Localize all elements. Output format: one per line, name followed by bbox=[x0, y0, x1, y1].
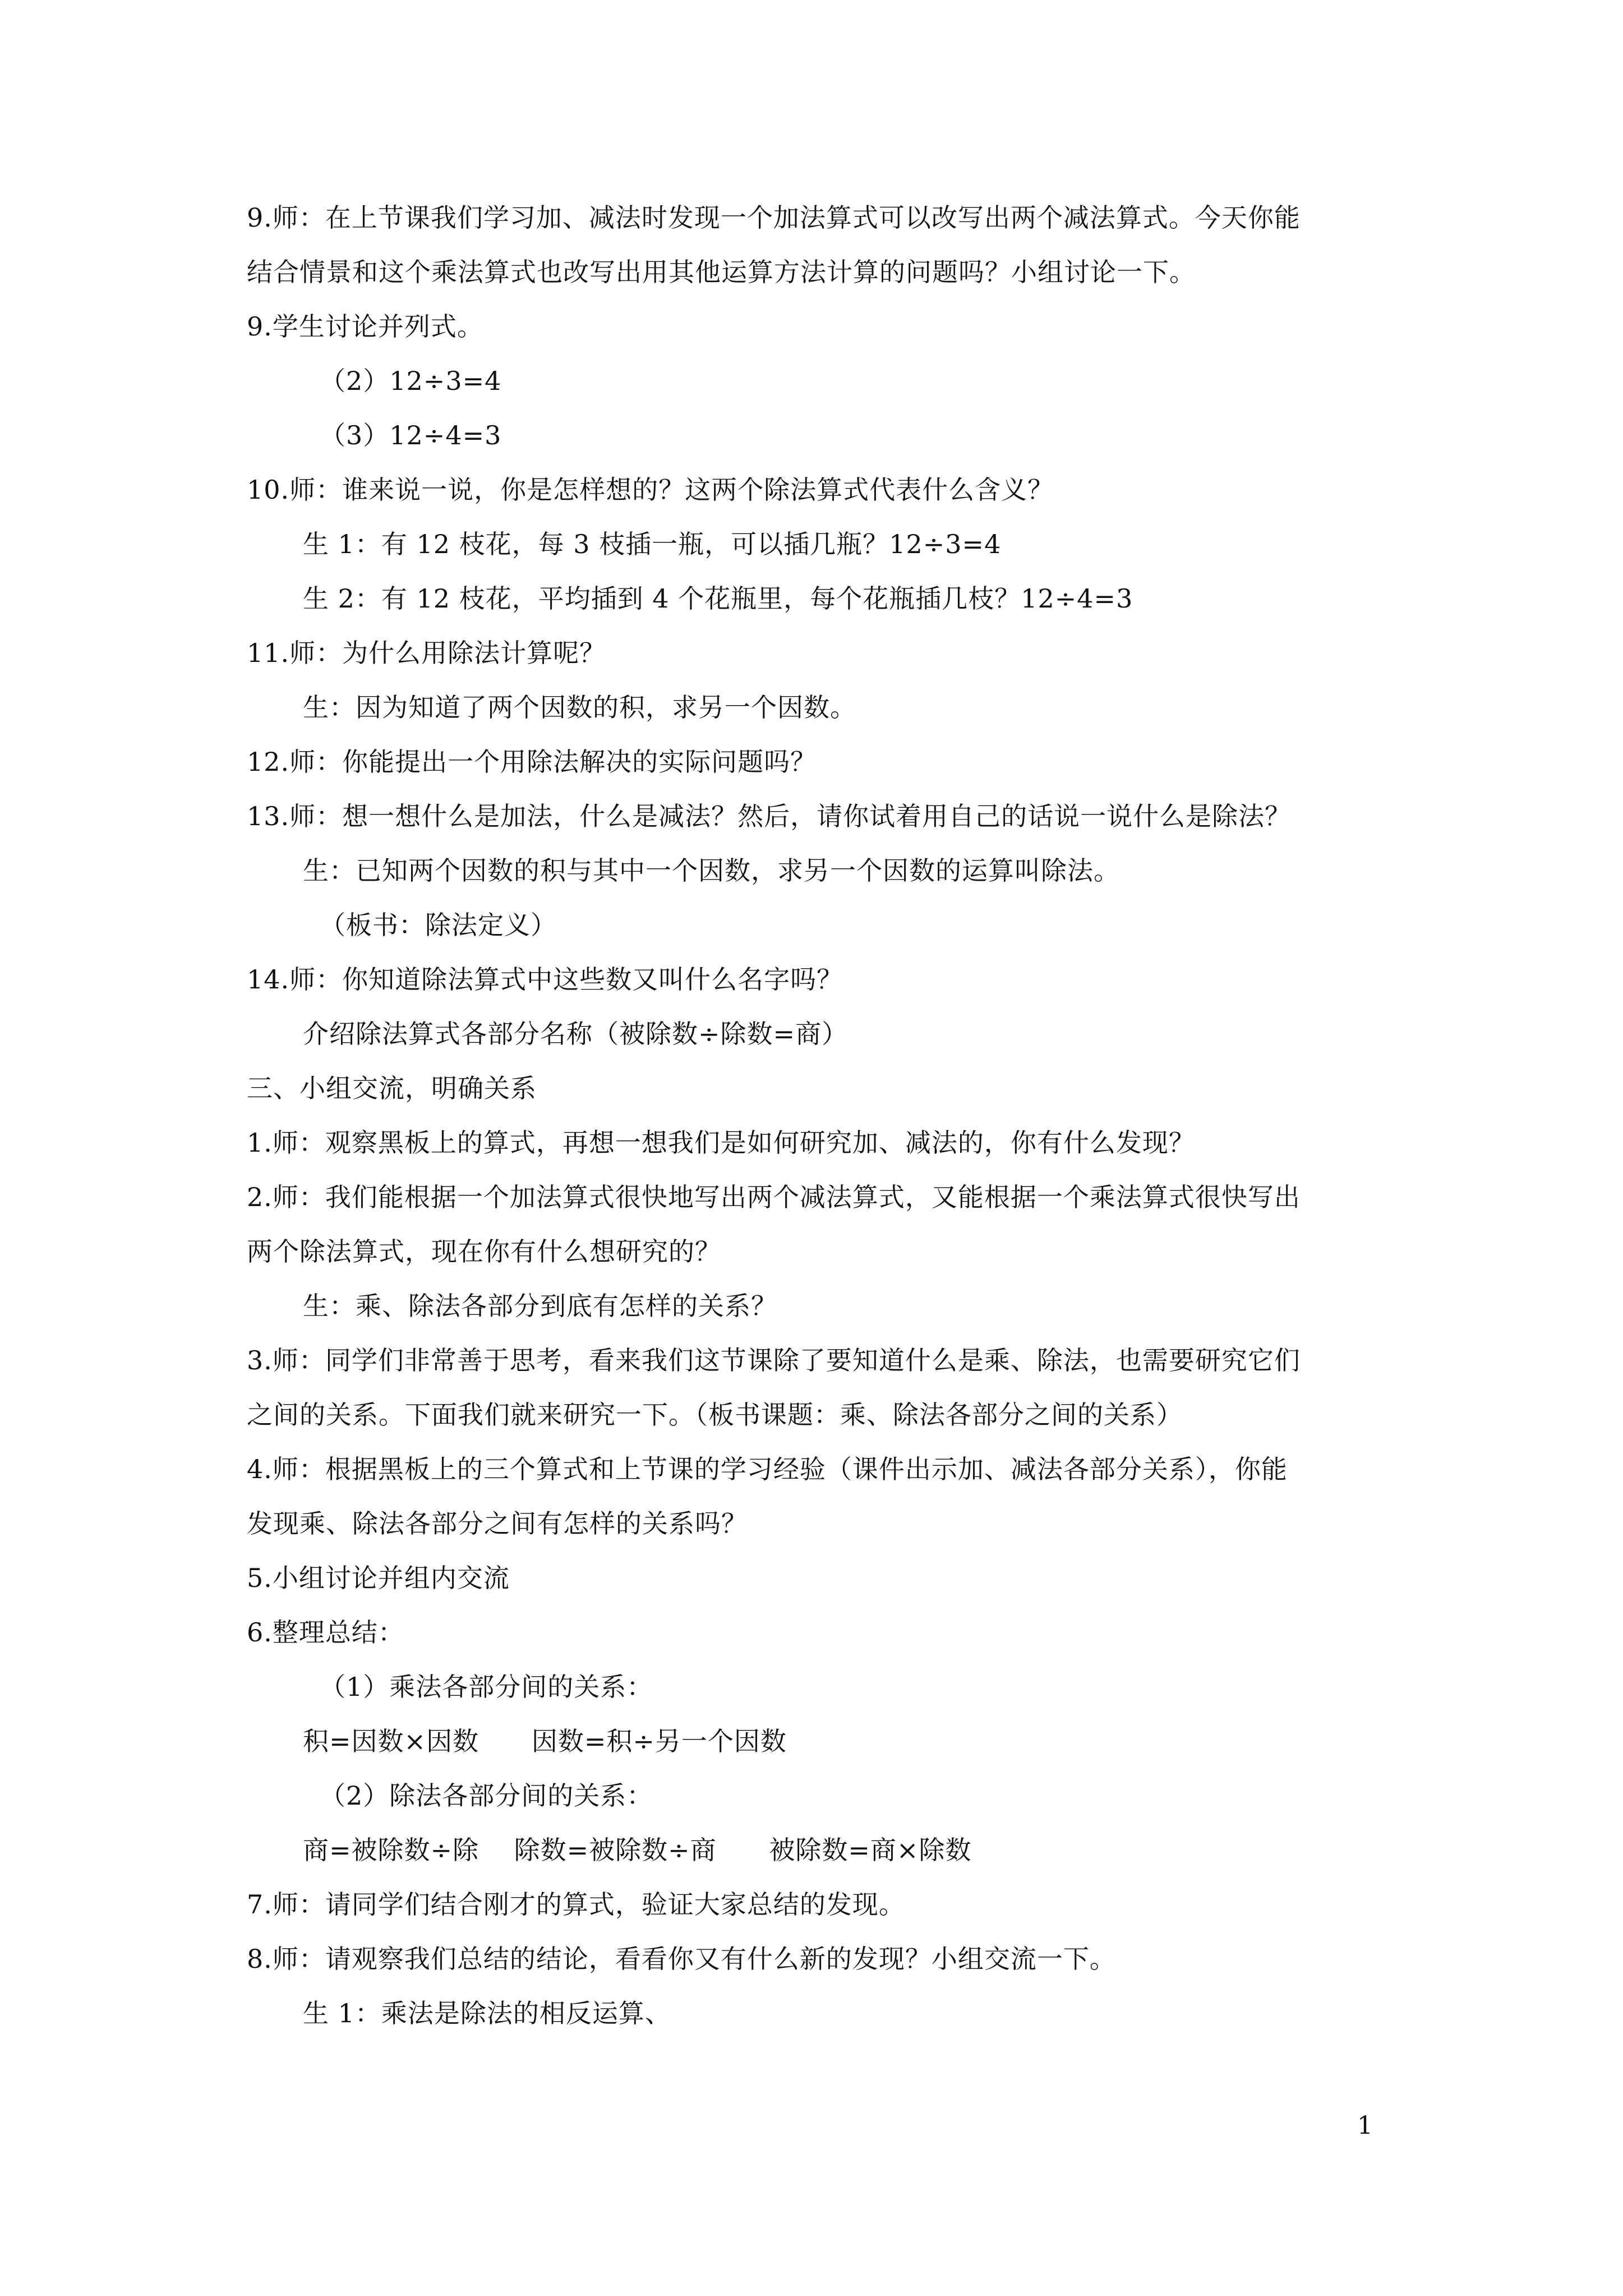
student-answer-line: 生 1：有 12 枝花，每 3 枝插一瓶，可以插几瓶？12÷3=4 bbox=[303, 529, 1002, 559]
paragraph-line: 之间的关系。下面我们就来研究一下。（板书课题：乘、除法各部分之间的关系） bbox=[247, 1400, 1183, 1430]
formula-line: 商=被除数÷除 除数=被除数÷商 被除数=商×除数 bbox=[303, 1835, 972, 1865]
student-answer-line: 生 2：有 12 枝花，平均插到 4 个花瓶里，每个花瓶插几枝？12÷4=3 bbox=[303, 583, 1133, 614]
paragraph-line: 12.师：你能提出一个用除法解决的实际问题吗？ bbox=[247, 747, 817, 777]
page-number: 1 bbox=[1357, 2111, 1373, 2140]
paragraph-line: 14.师：你知道除法算式中这些数又叫什么名字吗？ bbox=[247, 964, 843, 995]
paragraph-line: 7.师：请同学们结合刚才的算式，验证大家总结的发现。 bbox=[247, 1889, 905, 1920]
paragraph-line: 8.师：请观察我们总结的结论，看看你又有什么新的发现？小组交流一下。 bbox=[247, 1944, 1116, 1974]
student-answer-line: 生：已知两个因数的积与其中一个因数，求另一个因数的运算叫除法。 bbox=[303, 855, 1120, 886]
student-answer-line: 生 1：乘法是除法的相反运算、 bbox=[303, 1998, 671, 2028]
paragraph-line: 两个除法算式，现在你有什么想研究的？ bbox=[247, 1236, 721, 1267]
paragraph-line: 4.师：根据黑板上的三个算式和上节课的学习经验（课件出示加、减法各部分关系），你能 bbox=[247, 1454, 1288, 1484]
paragraph-line: 3.师：同学们非常善于思考，看来我们这节课除了要知道什么是乘、除法，也需要研究它们 bbox=[247, 1345, 1301, 1375]
board-note-line: （板书：除法定义） bbox=[320, 910, 557, 940]
paragraph-line: 2.师：我们能根据一个加法算式很快地写出两个减法算式，又能根据一个乘法算式很快写出 bbox=[247, 1182, 1301, 1212]
student-answer-line: 生：因为知道了两个因数的积，求另一个因数。 bbox=[303, 692, 856, 723]
subheading-line: （2）除法各部分间的关系： bbox=[320, 1780, 653, 1811]
paragraph-line: 5.小组讨论并组内交流 bbox=[247, 1563, 510, 1593]
formula-line: （2）12÷3=4 bbox=[320, 366, 502, 396]
paragraph-line: 9.学生讨论并列式。 bbox=[247, 311, 483, 342]
paragraph-line: 介绍除法算式各部分名称（被除数÷除数=商） bbox=[303, 1019, 849, 1049]
paragraph-line: 9.师：在上节课我们学习加、减法时发现一个加法算式可以改写出两个减法算式。今天你能 bbox=[247, 203, 1301, 233]
paragraph-line: 11.师：为什么用除法计算呢？ bbox=[247, 638, 606, 668]
section-heading: 三、小组交流，明确关系 bbox=[247, 1073, 537, 1103]
subheading-line: （1）乘法各部分间的关系： bbox=[320, 1672, 653, 1702]
paragraph-line: 13.师：想一想什么是加法，什么是减法？然后，请你试着用自己的话说一说什么是除法？ bbox=[247, 801, 1292, 831]
paragraph-line: 6.整理总结： bbox=[247, 1617, 404, 1648]
formula-line: （3）12÷4=3 bbox=[320, 420, 502, 450]
paragraph-line: 1.师：观察黑板上的算式，再想一想我们是如何研究加、减法的，你有什么发现？ bbox=[247, 1128, 1195, 1158]
paragraph-line: 结合情景和这个乘法算式也改写出用其他运算方法计算的问题吗？小组讨论一下。 bbox=[247, 257, 1196, 287]
document-body bbox=[247, 191, 1391, 2041]
student-answer-line: 生：乘、除法各部分到底有怎样的关系？ bbox=[303, 1291, 777, 1321]
paragraph-line: 10.师：谁来说一说，你是怎样想的？这两个除法算式代表什么含义？ bbox=[247, 475, 1054, 505]
paragraph-line: 发现乘、除法各部分之间有怎样的关系吗？ bbox=[247, 1508, 748, 1539]
formula-line: 积=因数×因数 因数=积÷另一个因数 bbox=[303, 1726, 787, 1756]
